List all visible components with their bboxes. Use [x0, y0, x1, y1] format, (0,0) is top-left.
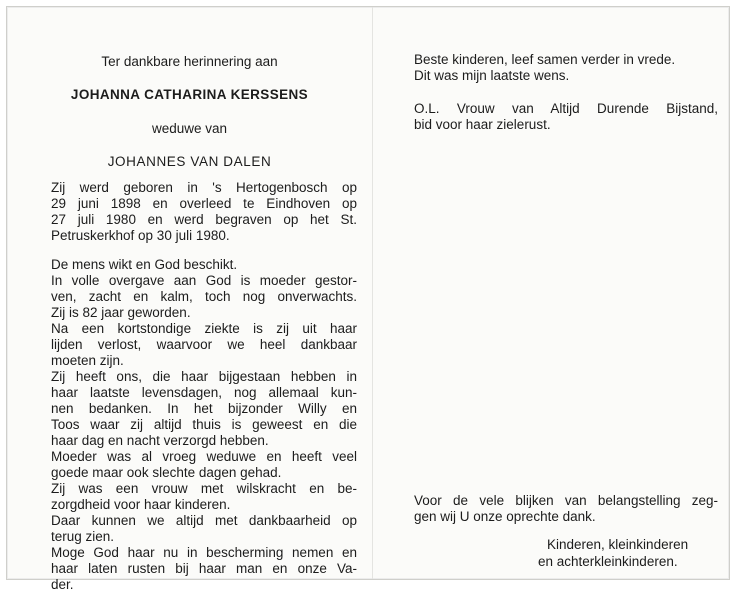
- text-line: terug zien.: [51, 529, 115, 544]
- signature-line: en achterkleinkinderen.: [538, 554, 678, 569]
- prayer-line: O.L. Vrouw van Altijd Durende Bijstand,: [414, 101, 718, 116]
- bio-line: Zij werd geboren in 's Hertogenbosch op: [51, 180, 357, 195]
- left-page: [7, 7, 372, 592]
- text-line: haar dag en nacht verzorgd hebben.: [51, 433, 269, 448]
- thanks-line: Voor de vele blijken van belangstelling zeg-: [414, 493, 718, 508]
- bio-line: 29 juni 1898 en overleed te Eindhoven op: [51, 196, 357, 211]
- text-line: Moge God haar nu in bescherming nemen en: [51, 545, 357, 560]
- bio-line: 27 juli 1980 en werd begraven op het St.: [51, 212, 357, 227]
- text-line: nen bedanken. In het bijzonder Willy en: [51, 401, 357, 416]
- intro-line: Ter dankbare herinnering aan: [101, 54, 278, 69]
- text-line: haar laten rusten bij haar man en onze Va-: [51, 561, 357, 576]
- text-line: goede maar ook slechte dagen gehad.: [51, 465, 282, 480]
- text-line: De mens wikt en God beschikt.: [51, 257, 238, 272]
- thanks-line: gen wij U onze oprechte dank.: [414, 509, 596, 524]
- text-line: Moeder was al vroeg weduwe en heeft veel: [51, 449, 357, 464]
- wish-line: Dit was mijn laatste wens.: [414, 68, 570, 83]
- memorial-card: [6, 6, 730, 592]
- text-line: In volle overgave aan God is moeder gestor-: [51, 273, 357, 288]
- text-line: Zij was een vrouw met wilskracht en be-: [51, 481, 357, 496]
- text-line: moeten zijn.: [51, 353, 124, 368]
- wish-line: Beste kinderen, leef samen verder in vrede.: [414, 52, 676, 67]
- prayer-line: bid voor haar zielerust.: [414, 117, 551, 132]
- bio-line: Petruskerkhof op 30 juli 1980.: [51, 228, 230, 243]
- right-page: [372, 7, 729, 579]
- text-line: Toos waar zij altijd thuis is geweest en die: [51, 417, 357, 432]
- spouse-name: JOHANNES VAN DALEN: [107, 154, 272, 169]
- text-line: Daar kunnen we altijd met dankbaarheid op: [51, 513, 357, 528]
- text-line: ven, zacht en kalm, toch nog onverwachts.: [51, 289, 357, 304]
- text-line: Zij is 82 jaar geworden.: [51, 305, 191, 320]
- text-line: der.: [51, 577, 74, 592]
- signature-line: Kinderen, kleinkinderen: [547, 537, 689, 552]
- deceased-name: JOHANNA CATHARINA KERSSENS: [70, 87, 309, 102]
- text-line: lijden verlost, waarvoor we heel dankbaar: [51, 337, 357, 352]
- relation-line: weduwe van: [151, 121, 228, 136]
- text-line: Na een kortstondige ziekte is zij uit haar: [51, 321, 357, 336]
- text-line: haar laatste levensdagen, nog allemaal kun-: [51, 385, 357, 400]
- text-line: zorgdheid voor haar kinderen.: [51, 497, 231, 512]
- text-line: Zij heeft ons, die haar bijgestaan hebben in: [51, 369, 357, 384]
